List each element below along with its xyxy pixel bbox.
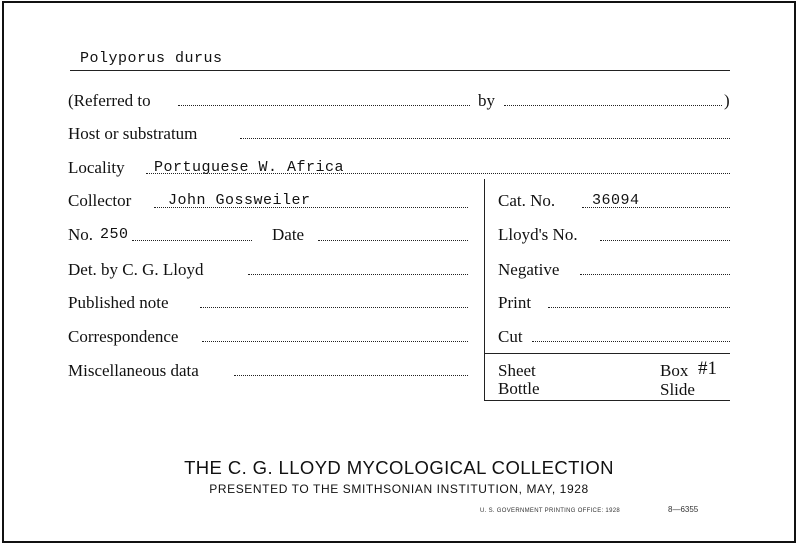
no-label: No. xyxy=(68,225,94,244)
host-field[interactable] xyxy=(240,138,730,139)
slide-label: Slide xyxy=(660,380,695,399)
lloyds-no-field[interactable] xyxy=(600,240,730,241)
date-label: Date xyxy=(272,225,305,244)
print-field[interactable] xyxy=(548,307,730,308)
det-field[interactable] xyxy=(248,274,468,275)
negative-field[interactable] xyxy=(580,274,730,275)
referred-to-field[interactable] xyxy=(178,105,470,106)
correspondence-label: Correspondence xyxy=(68,327,179,346)
locality-label: Locality xyxy=(68,158,125,177)
cut-field[interactable] xyxy=(532,341,730,342)
collector-field[interactable] xyxy=(154,207,468,208)
species-line xyxy=(70,70,730,71)
cat-no-label: Cat. No. xyxy=(498,191,556,210)
collection-subtitle: PRESENTED TO THE SMITHSONIAN INSTITUTION, MAY, 1928 xyxy=(209,482,589,496)
no-field[interactable] xyxy=(132,240,252,241)
sheet-label: Sheet xyxy=(498,361,536,380)
published-field[interactable] xyxy=(200,307,468,308)
lloyds-no-label: Lloyd's No. xyxy=(498,225,578,244)
referred-to-label: (Referred to xyxy=(68,91,151,110)
collector-value: John Gossweiler xyxy=(168,192,311,209)
no-value: 250 xyxy=(100,226,129,243)
species-name: Polyporus durus xyxy=(80,50,223,67)
negative-label: Negative xyxy=(498,260,560,279)
misc-field[interactable] xyxy=(234,375,468,376)
box-value: #1 xyxy=(698,358,717,379)
close-paren: ) xyxy=(724,91,730,110)
date-field[interactable] xyxy=(318,240,468,241)
collection-title: THE C. G. LLOYD MYCOLOGICAL COLLECTION xyxy=(184,457,614,478)
print-label: Print xyxy=(498,293,532,312)
misc-label: Miscellaneous data xyxy=(68,361,199,380)
right-box-divider xyxy=(484,179,485,401)
cat-no-value: 36094 xyxy=(592,192,640,209)
cat-no-field[interactable] xyxy=(582,207,730,208)
form-code: 8—6355 xyxy=(668,505,699,514)
bottle-label: Bottle xyxy=(498,379,540,398)
by-label: by xyxy=(478,91,495,110)
cut-label: Cut xyxy=(498,327,523,346)
collector-label: Collector xyxy=(68,191,132,210)
printing-office-imprint: U. S. GOVERNMENT PRINTING OFFICE: 1928 xyxy=(480,508,620,514)
right-box-bottom xyxy=(484,400,730,401)
right-box-separator xyxy=(484,353,730,354)
box-label: Box xyxy=(660,361,689,380)
catalog-card xyxy=(2,1,796,543)
published-label: Published note xyxy=(68,293,169,312)
correspondence-field[interactable] xyxy=(202,341,468,342)
host-label: Host or substratum xyxy=(68,124,198,143)
locality-field[interactable] xyxy=(146,173,730,174)
det-label: Det. by C. G. Lloyd xyxy=(68,260,204,279)
referred-by-field[interactable] xyxy=(504,105,722,106)
locality-value: Portuguese W. Africa xyxy=(154,159,345,176)
